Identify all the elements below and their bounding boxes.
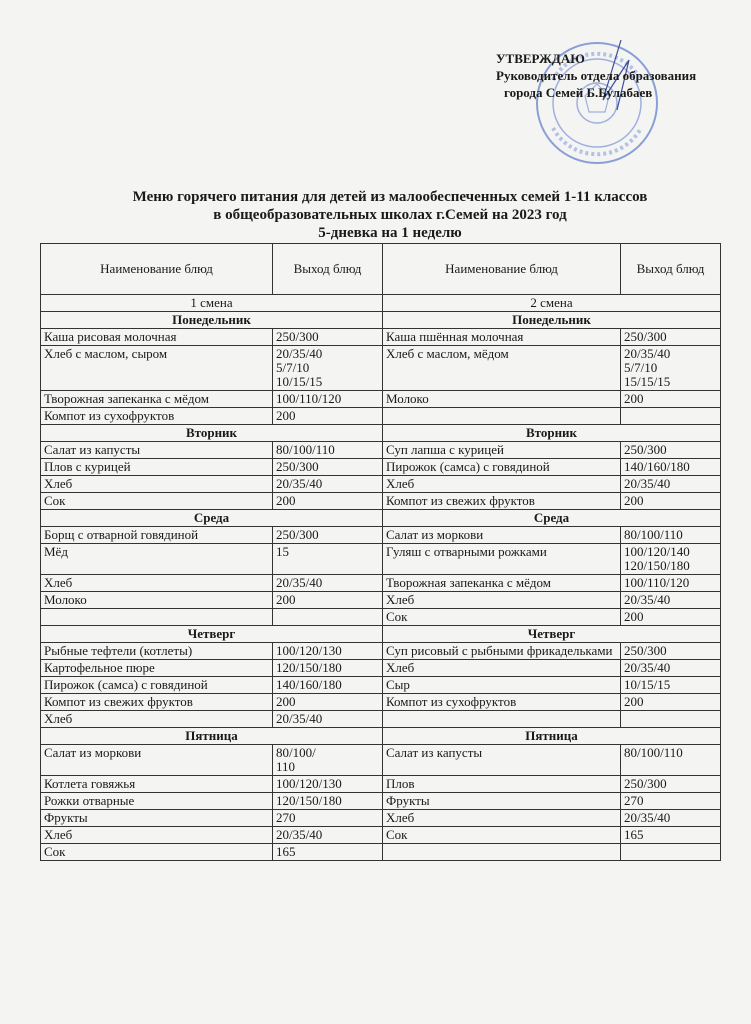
- dish-shift1: Каша рисовая молочная: [41, 329, 273, 346]
- dish-shift1: Рожки отварные: [41, 793, 273, 810]
- dish-shift2: Каша пшённая молочная: [383, 329, 621, 346]
- table-row: [41, 476, 721, 493]
- dish-shift2: Молоко: [383, 391, 621, 408]
- yield-shift1: 100/120/130: [273, 776, 383, 793]
- dish-shift2: Хлеб: [383, 476, 621, 493]
- yield-shift2: 20/35/40: [621, 810, 721, 827]
- table-row: [41, 745, 721, 776]
- yield-shift2: 200: [621, 694, 721, 711]
- title-line-1: Меню горячего питания для детей из малообеспеченных семей 1-11 классов: [132, 189, 648, 205]
- yield-shift1: 80/100/ 110: [273, 745, 383, 776]
- dish-shift1: Мёд: [41, 544, 273, 575]
- header-dish-shift1: Наименование блюд: [41, 244, 273, 295]
- approval-block: [496, 50, 696, 101]
- day-row: [41, 728, 721, 745]
- dish-shift2: Компот из свежих фруктов: [383, 493, 621, 510]
- day-row: [41, 510, 721, 527]
- table-row: [41, 442, 721, 459]
- day-name-shift1: Вторник: [41, 425, 383, 442]
- dish-shift2: Суп рисовый с рыбными фрикадельками: [383, 643, 621, 660]
- table-row: [41, 459, 721, 476]
- yield-shift2: 100/120/140 120/150/180: [621, 544, 721, 575]
- table-row: [41, 408, 721, 425]
- approval-line-2: Руководитель отдела образования: [496, 68, 697, 83]
- dish-shift1: Салат из моркови: [41, 745, 273, 776]
- day-name-shift1: Четверг: [41, 626, 383, 643]
- table-row: [41, 544, 721, 575]
- yield-shift2: 250/300: [621, 442, 721, 459]
- day-name-shift2: Среда: [383, 510, 721, 527]
- title-line-3: 5-дневка на 1 неделю: [318, 225, 462, 241]
- dish-shift2: Хлеб: [383, 810, 621, 827]
- dish-shift2: Фрукты: [383, 793, 621, 810]
- dish-shift2: Хлеб с маслом, мёдом: [383, 346, 621, 391]
- table-row: [41, 609, 721, 626]
- yield-shift2: 250/300: [621, 776, 721, 793]
- shift-row: [41, 295, 721, 312]
- yield-shift1: 100/120/130: [273, 643, 383, 660]
- yield-shift1: 120/150/180: [273, 660, 383, 677]
- dish-shift1: Картофельное пюре: [41, 660, 273, 677]
- day-row: [41, 626, 721, 643]
- dish-shift2: Салат из моркови: [383, 527, 621, 544]
- yield-shift1: 120/150/180: [273, 793, 383, 810]
- day-name-shift1: Среда: [41, 510, 383, 527]
- table-row: [41, 694, 721, 711]
- yield-shift2: 20/35/40: [621, 476, 721, 493]
- dish-shift2: [383, 408, 621, 425]
- yield-shift2: 250/300: [621, 329, 721, 346]
- dish-shift1: Хлеб: [41, 711, 273, 728]
- approval-line-1: УТВЕРЖДАЮ: [496, 51, 585, 66]
- table-row: [41, 527, 721, 544]
- yield-shift2: [621, 844, 721, 861]
- yield-shift1: 250/300: [273, 329, 383, 346]
- yield-shift1: 20/35/40 5/7/10 10/15/15: [273, 346, 383, 391]
- yield-shift2: 100/110/120: [621, 575, 721, 592]
- dish-shift2: Творожная запеканка с мёдом: [383, 575, 621, 592]
- yield-shift1: 200: [273, 592, 383, 609]
- yield-shift1: 165: [273, 844, 383, 861]
- yield-shift1: 200: [273, 493, 383, 510]
- yield-shift2: 270: [621, 793, 721, 810]
- day-row: [41, 425, 721, 442]
- header-dish-shift2: Наименование блюд: [383, 244, 621, 295]
- header-yield-shift2: Выход блюд: [621, 244, 721, 295]
- dish-shift2: Гуляш с отварными рожками: [383, 544, 621, 575]
- day-name-shift2: Пятница: [383, 728, 721, 745]
- table-row: [41, 677, 721, 694]
- dish-shift1: Хлеб с маслом, сыром: [41, 346, 273, 391]
- yield-shift2: 140/160/180: [621, 459, 721, 476]
- yield-shift1: 20/35/40: [273, 476, 383, 493]
- dish-shift1: Хлеб: [41, 476, 273, 493]
- shift-2-label: 2 смена: [383, 295, 721, 312]
- dish-shift1: Хлеб: [41, 575, 273, 592]
- yield-shift1: 20/35/40: [273, 711, 383, 728]
- dish-shift2: Хлеб: [383, 660, 621, 677]
- day-name-shift1: Пятница: [41, 728, 383, 745]
- table-row: [41, 643, 721, 660]
- yield-shift1: 200: [273, 408, 383, 425]
- yield-shift1: 80/100/110: [273, 442, 383, 459]
- table-header-row: [41, 244, 721, 295]
- yield-shift2: 200: [621, 391, 721, 408]
- dish-shift1: Творожная запеканка с мёдом: [41, 391, 273, 408]
- yield-shift2: 200: [621, 609, 721, 626]
- dish-shift1: Хлеб: [41, 827, 273, 844]
- yield-shift2: 165: [621, 827, 721, 844]
- table-row: [41, 592, 721, 609]
- yield-shift1: 250/300: [273, 459, 383, 476]
- table-row: [41, 810, 721, 827]
- yield-shift2: 250/300: [621, 643, 721, 660]
- dish-shift2: Сыр: [383, 677, 621, 694]
- dish-shift2: Салат из капусты: [383, 745, 621, 776]
- dish-shift1: Сок: [41, 493, 273, 510]
- dish-shift2: Сок: [383, 609, 621, 626]
- dish-shift2: Плов: [383, 776, 621, 793]
- table-row: [41, 711, 721, 728]
- approval-line-3: города Семей Б.Булабаев: [504, 85, 653, 100]
- dish-shift1: Пирожок (самса) с говядиной: [41, 677, 273, 694]
- table-row: [41, 660, 721, 677]
- table-row: [41, 329, 721, 346]
- dish-shift1: Салат из капусты: [41, 442, 273, 459]
- yield-shift2: [621, 711, 721, 728]
- day-name-shift2: Четверг: [383, 626, 721, 643]
- dish-shift1: Сок: [41, 844, 273, 861]
- dish-shift1: Котлета говяжья: [41, 776, 273, 793]
- yield-shift2: [621, 408, 721, 425]
- yield-shift1: 250/300: [273, 527, 383, 544]
- dish-shift2: Сок: [383, 827, 621, 844]
- dish-shift1: Фрукты: [41, 810, 273, 827]
- dish-shift1: Компот из свежих фруктов: [41, 694, 273, 711]
- dish-shift1: Молоко: [41, 592, 273, 609]
- dish-shift2: Пирожок (самса) с говядиной: [383, 459, 621, 476]
- menu-table: [40, 243, 721, 861]
- table-row: [41, 776, 721, 793]
- dish-shift1: Компот из сухофруктов: [41, 408, 273, 425]
- day-name-shift2: Вторник: [383, 425, 721, 442]
- yield-shift1: 20/35/40: [273, 827, 383, 844]
- table-row: [41, 793, 721, 810]
- yield-shift2: 80/100/110: [621, 527, 721, 544]
- yield-shift1: 140/160/180: [273, 677, 383, 694]
- dish-shift2: Хлеб: [383, 592, 621, 609]
- dish-shift2: Компот из сухофруктов: [383, 694, 621, 711]
- day-name-shift2: Понедельник: [383, 312, 721, 329]
- dish-shift1: Плов с курицей: [41, 459, 273, 476]
- dish-shift1: Борщ с отварной говядиной: [41, 527, 273, 544]
- dish-shift1: [41, 609, 273, 626]
- day-name-shift1: Понедельник: [41, 312, 383, 329]
- table-row: [41, 391, 721, 408]
- yield-shift1: 15: [273, 544, 383, 575]
- document-title: [40, 188, 740, 242]
- shift-1-label: 1 смена: [41, 295, 383, 312]
- yield-shift2: 20/35/40: [621, 660, 721, 677]
- yield-shift2: 20/35/40 5/7/10 15/15/15: [621, 346, 721, 391]
- table-row: [41, 844, 721, 861]
- day-row: [41, 312, 721, 329]
- header-yield-shift1: Выход блюд: [273, 244, 383, 295]
- table-row: [41, 346, 721, 391]
- dish-shift2: [383, 711, 621, 728]
- yield-shift1: 200: [273, 694, 383, 711]
- dish-shift2: [383, 844, 621, 861]
- table-row: [41, 827, 721, 844]
- title-line-2: в общеобразовательных школах г.Семей на 2023 год: [213, 207, 567, 223]
- yield-shift2: 80/100/110: [621, 745, 721, 776]
- yield-shift2: 20/35/40: [621, 592, 721, 609]
- table-row: [41, 575, 721, 592]
- yield-shift1: [273, 609, 383, 626]
- yield-shift1: 270: [273, 810, 383, 827]
- yield-shift2: 200: [621, 493, 721, 510]
- yield-shift1: 20/35/40: [273, 575, 383, 592]
- yield-shift2: 10/15/15: [621, 677, 721, 694]
- dish-shift2: Суп лапша с курицей: [383, 442, 621, 459]
- yield-shift1: 100/110/120: [273, 391, 383, 408]
- table-row: [41, 493, 721, 510]
- dish-shift1: Рыбные тефтели (котлеты): [41, 643, 273, 660]
